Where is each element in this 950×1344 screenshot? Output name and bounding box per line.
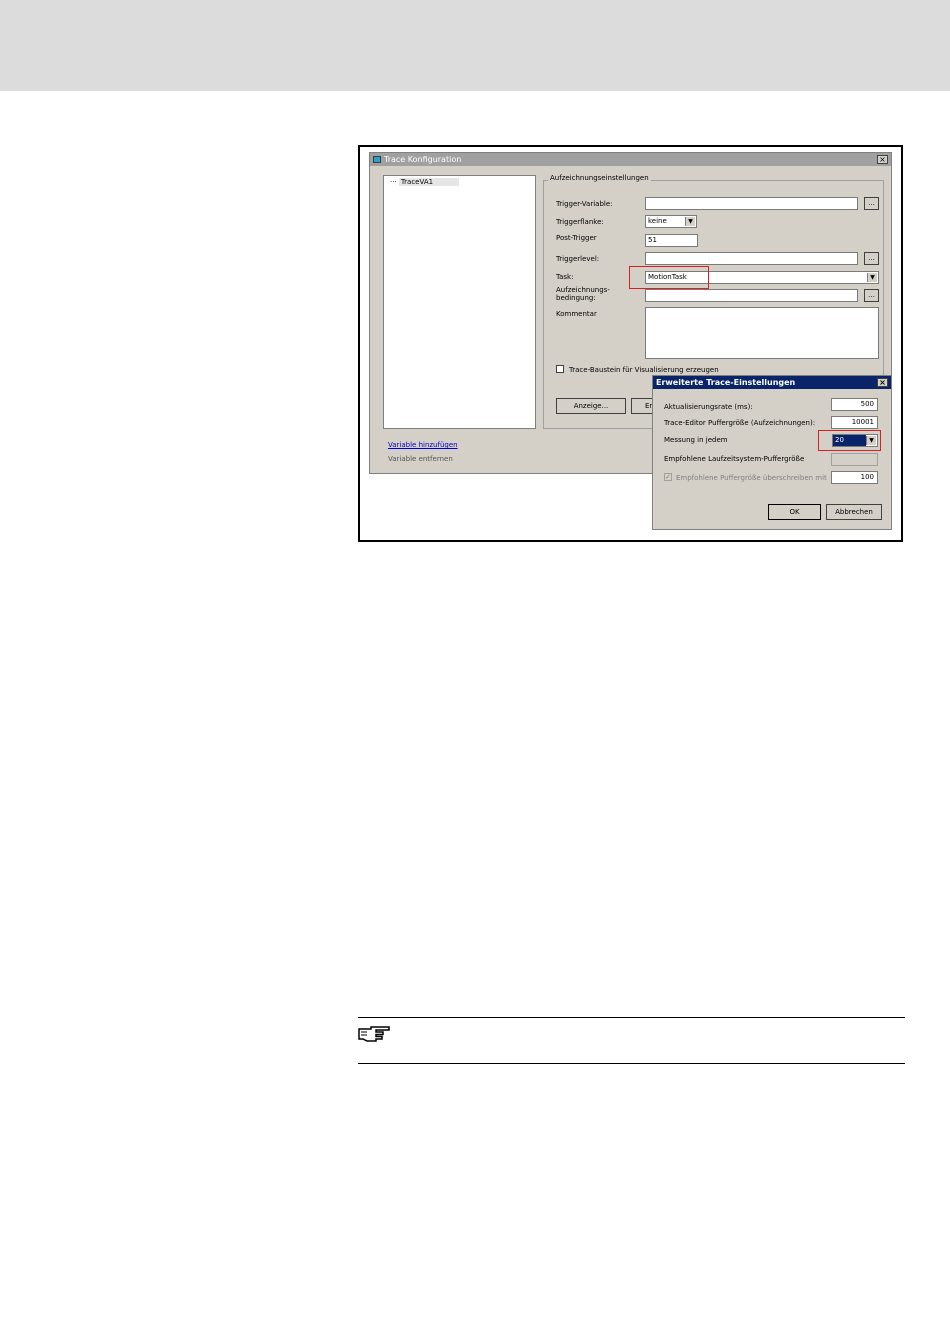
chevron-down-icon[interactable]: ▼ <box>867 273 877 282</box>
update-rate-input[interactable]: 500 <box>831 398 878 411</box>
recommended-buffer-display <box>831 453 878 466</box>
ok-button[interactable]: OK <box>768 504 821 520</box>
trigger-variable-label: Trigger-Variable: <box>556 200 613 208</box>
trigger-level-label: Triggerlevel: <box>556 255 600 263</box>
recording-condition-input[interactable] <box>645 289 858 302</box>
trigger-variable-browse-button[interactable]: ... <box>864 197 879 210</box>
trigger-variable-input[interactable] <box>645 197 858 210</box>
recording-settings-title: Aufzeichnungseinstellungen <box>550 174 649 182</box>
recording-condition-label-line2: bedingung: <box>556 294 596 302</box>
window-titlebar <box>370 153 891 166</box>
buffer-size-input[interactable]: 10001 <box>831 416 878 429</box>
recording-condition-label-line1: Aufzeichnungs- <box>556 286 610 294</box>
display-button[interactable]: Anzeige... <box>556 398 626 414</box>
task-value: MotionTask <box>648 273 687 281</box>
tree-item-label: TraceVA1 <box>399 178 459 186</box>
page-header-band <box>0 0 950 91</box>
measure-every-value: 20 <box>833 435 866 446</box>
measure-every-highlight-frame <box>818 430 881 451</box>
tree-connector: ··· <box>390 178 397 186</box>
trigger-edge-dropdown[interactable] <box>645 215 697 228</box>
trigger-edge-label: Triggerflanke: <box>556 218 604 226</box>
trace-app-icon <box>373 156 381 163</box>
recording-condition-label <box>556 286 610 302</box>
visualization-checkbox-label: Trace-Baustein für Visualisierung erzeugen <box>569 366 719 374</box>
task-label: Task: <box>556 273 574 281</box>
recording-condition-browse-button[interactable]: ... <box>864 289 879 302</box>
cancel-button[interactable]: Abbrechen <box>826 504 882 520</box>
measure-every-label: Messung in jedem <box>664 436 728 444</box>
dialog-close-button[interactable]: × <box>877 378 888 387</box>
note-bottom-rule <box>358 1063 905 1064</box>
window-title: Trace Konfiguration <box>384 155 462 164</box>
trigger-level-browse-button[interactable]: ... <box>864 252 879 265</box>
visualization-checkbox[interactable] <box>556 365 564 373</box>
chevron-down-icon[interactable]: ▼ <box>866 436 876 445</box>
add-variable-link[interactable]: Variable hinzufügen <box>388 441 458 449</box>
post-trigger-input[interactable]: 51 <box>645 234 698 247</box>
override-buffer-checkbox[interactable]: ✓ <box>665 473 671 481</box>
update-rate-label: Aktualisierungsrate (ms): <box>664 403 753 411</box>
close-button[interactable]: × <box>877 155 888 164</box>
trigger-edge-value: keine <box>648 217 667 225</box>
post-trigger-label: Post-Trigger <box>556 234 597 242</box>
note-top-rule <box>358 1017 905 1018</box>
remove-variable-link: Variable entfernen <box>388 455 453 463</box>
trace-variable-tree[interactable] <box>383 175 536 429</box>
dialog-title: Erweiterte Trace-Einstellungen <box>656 378 796 387</box>
comment-label: Kommentar <box>556 310 597 318</box>
override-buffer-label: Empfohlene Puffergröße überschreiben mit <box>676 474 827 482</box>
task-highlight-frame <box>629 266 709 289</box>
comment-textarea[interactable] <box>645 307 879 359</box>
advanced-trace-settings-dialog <box>652 375 892 530</box>
tree-item-tracevar[interactable] <box>390 178 459 186</box>
buffer-size-label: Trace-Editor Puffergröße (Aufzeichnungen): <box>664 419 816 427</box>
extended-settings-button[interactable]: Er <box>631 398 657 414</box>
pointing-hand-icon <box>358 1024 392 1044</box>
trigger-level-input[interactable] <box>645 252 858 265</box>
dialog-titlebar <box>653 376 891 389</box>
chevron-down-icon[interactable]: ▼ <box>685 217 695 226</box>
override-buffer-input[interactable]: 100 <box>831 471 878 484</box>
recommended-buffer-label: Empfohlene Laufzeitsystem-Puffergröße <box>664 455 805 463</box>
